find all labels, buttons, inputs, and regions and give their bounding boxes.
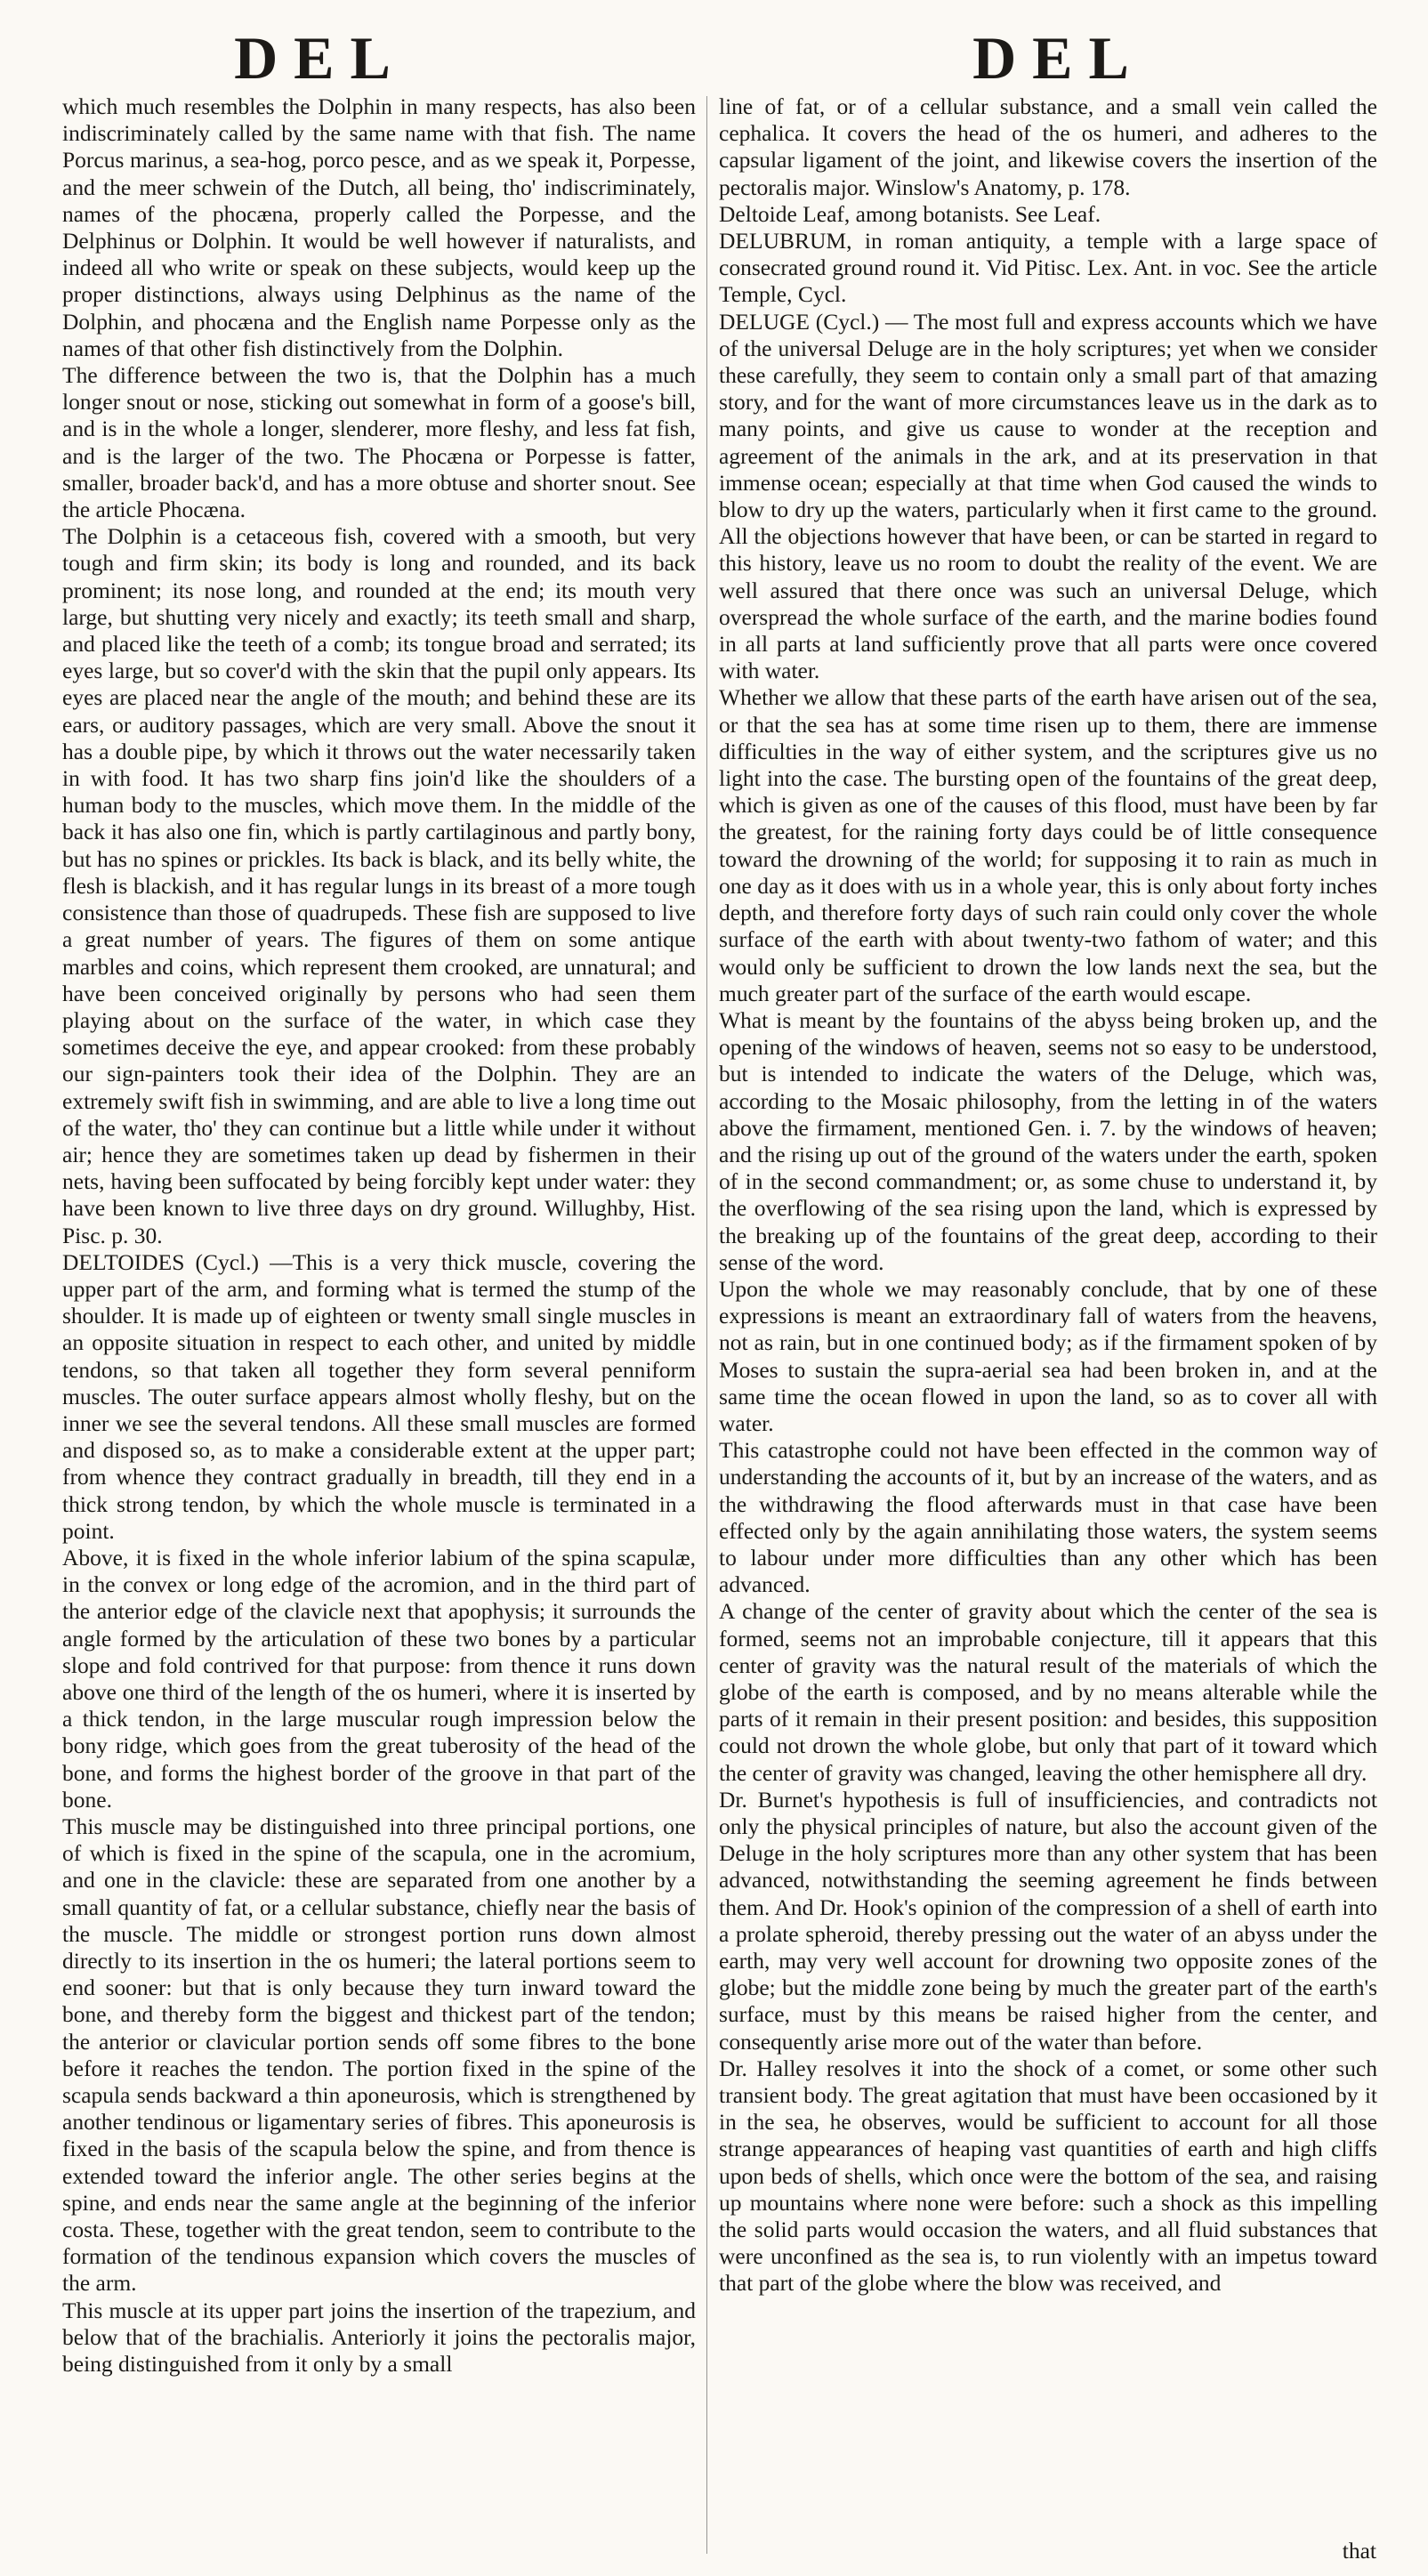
column-divider bbox=[706, 96, 707, 2554]
paragraph: Dr. Burnet's hypothesis is full of insufficiencies, and contradicts not only the physical principles of nature, but also the account given of the Deluge in the holy scriptures more than any other system that has been advanced, notwithstanding the seeming agreement he finds between them. And Dr. Hook's opinion of the compression of a shell of earth into a prolate spheroid, thereby pressing out the water of an abyss under the earth, may very well account for drowning two opposite zones of the globe; but the middle zone being by much the greater part of the earth's surface, must by this means be raised higher from the center, and consequently arise more out of the water than before. bbox=[719, 1786, 1377, 2055]
paragraph: The difference between the two is, that the Dolphin has a much longer snout or nose, sticking out somewhat in form of a goose's bill, and is in the whole a longer, slenderer, more fleshy, and less fat fish, and is the larger of the two. The Phocæna or Porpesse is fatter, smaller, broader back'd, and has a more obtuse and shorter snout. See the article Phocæna. bbox=[62, 362, 696, 523]
running-head-right: DEL bbox=[972, 24, 1145, 92]
left-column bbox=[62, 93, 696, 2558]
running-head-left: DEL bbox=[234, 24, 407, 92]
paragraph: which much resembles the Dolphin in many respects, has also been indiscriminately called by the same name with that fish. The name Porcus marinus, a sea-hog, porco pesce, and as we speak it, Porpesse, and the meer schwein of the Dutch, all being, tho' indiscriminately, names of the phocæna, properly called the Porpesse, and the Delphinus or Dolphin. It would be well however if naturalists, and indeed all who write or speak on these subjects, would keep up the proper distinctions, always using Delphinus as the name of the Dolphin, and phocæna and the English name Porpesse only as the names of that other fish distinctively from the Dolphin. bbox=[62, 93, 696, 361]
right-column bbox=[719, 93, 1377, 2558]
paragraph: This muscle at its upper part joins the insertion of the trapezium, and below that of the brachialis. Anteriorly it joins the pectoralis major, being distinguished from it only by a small bbox=[62, 2297, 696, 2378]
paragraph: Dr. Halley resolves it into the shock of a comet, or some other such transient body. The great agitation that must have been occasioned by it in the sea, he observes, would be sufficient to account for all those strange appearances of heaping vast quantities of earth and high cliffs upon beds of shells, which once were the bottom of the sea, and raising up mountains where none were before: such a shock as this impelling the solid parts would occasion the waters, and all fluid substances that were unconfined as the sea is, to run violently with an impetus toward that part of the globe where the blow was received, and bbox=[719, 2055, 1377, 2297]
paragraph: This catastrophe could not have been effected in the common way of understanding the accounts of it, but by an increase of the waters, and as the withdrawing the flood afterwards must in that case have been effected only by the again annihilating those waters, the system seems to labour under more difficulties than any other which has been advanced. bbox=[719, 1437, 1377, 1598]
entry-deltoide-leaf: Deltoide Leaf, among botanists. See Leaf. bbox=[719, 200, 1101, 227]
paragraph: The Dolphin is a cetaceous fish, covered with a smooth, but very tough and firm skin; its body is long and rounded, and its back prominent; its nose long, and rounded at the end; its mouth very large, but shutting very nicely and exactly; its teeth small and sharp, and placed like the teeth of a comb; its tongue broad and serrated; its eyes large, but so cover'd with the skin that the pupil only appears. Its eyes are placed near the angle of the mouth; and behind these are its ears, or auditory passages, which are very small. Above the snout it has a double pipe, by which it throws out the water necessarily taken in with food. It has two sharp fins join'd like the shoulders of a human body to the muscles, which move them. In the middle of the back it has also one fin, which is partly cartilaginous and partly bony, but has no spines or prickles. Its back is black, and its belly white, the flesh is blackish, and it has regular lungs in its breast of a more tough consistence than those of quadrupeds. These fish are supposed to live a great number of years. The figures of them on some antique marbles and coins, which represent them crooked, are unnatural; and have been conceived originally by persons who had seen them playing about on the surface of the water, in which case they sometimes deceive the eye, and appear crooked: from these probably our sign-painters took their idea of the Dolphin. They are an extremely swift fish in swimming, and are able to live a long time out of the water, tho' they can continue but a little while under it without air; hence they are sometimes taken up dead by fishermen in their nets, having been suffocated by being forcibly kept under water: they have been known to live three days on dry ground. Willughby, Hist. Pisc. p. 30. bbox=[62, 523, 696, 1248]
paragraph: line of fat, or of a cellular substance, and a small vein called the cephalica. It covers the head of the os humeri, and adheres to the capsular ligament of the joint, and likewise covers the insertion of the pectoralis major. Winslow's Anatomy, p. 178. bbox=[719, 93, 1377, 200]
paragraph: Upon the whole we may reasonably conclude, that by one of these expressions is meant an extraordinary fall of waters from the heavens, not as rain, but in one continued body; as if the firmament spoken of by Moses to sustain the supra-aerial sea had been broken in, and at the same time the ocean flowed in upon the land, so as to cover all with water. bbox=[719, 1275, 1377, 1436]
paragraph: Whether we allow that these parts of the earth have arisen out of the sea, or that the sea has at some time risen up to them, there are immense difficulties in the way of either system, and the scriptures give us no light into the case. The bursting open of the fountains of the great deep, which is given as one of the causes of this flood, must have been by far the greatest, for the raining forty days could be of little consequence toward the drowning of the world; for supposing it to rain as much in one day as it does with us in a whole year, this is only about forty inches depth, and therefore forty days of such rain could only cover the whole surface of the earth with about twenty-two fathom of water; and this would only be sufficient to drown the low lands next the sea, but the much greater part of the surface of the earth would escape. bbox=[719, 684, 1377, 1006]
paragraph: What is meant by the fountains of the abyss being broken up, and the opening of the windows of heaven, seems not so easy to be understood, but is intended to indicate the waters of the Deluge, which was, according to the Mosaic philosophy, from the letting in of the waters above the firmament, mentioned Gen. i. 7. by the windows of heaven; and the rising up out of the ground of the waters under the earth, spoken of in the second commandment; or, as some chuse to understand it, by the overflowing of the sea rising upon the land, which is expressed by the breaking up of the fountains of the great deep, according to their sense of the word. bbox=[719, 1006, 1377, 1275]
paragraph: This muscle may be distinguished into three principal portions, one of which is fixed in the spine of the scapula, one in the acromium, and one in the clavicle: these are separated from one another by a small quantity of fat, or a cellular substance, chiefly near the basis of the muscle. The middle or strongest portion runs down almost directly to its insertion in the os humeri; the lateral portions seem to end sooner: but that is only because they turn inward toward the bone, and thereby form the biggest and thickest part of the tendon; the anterior or clavicular portion sends off some fibres to the bone before it reaches the tendon. The portion fixed in the spine of the scapula sends backward a thin aponeurosis, which is strengthened by another tendinous or ligamentary series of fibres. This aponeurosis is fixed in the basis of the scapula below the spine, and from thence is extended toward the inferior angle. The other series begins at the spine, and ends near the same angle at the beginning of the inferior costa. These, together with the great tendon, seem to contribute to the formation of the tendinous expansion which covers the muscles of the arm. bbox=[62, 1813, 696, 2297]
paragraph: Above, it is fixed in the whole inferior labium of the spina scapulæ, in the convex or long edge of the acromion, and in the third part of the anterior edge of the clavicle next that apophysis; it surrounds the angle formed by the articulation of these two bones by a particular slope and fold contrived for that purpose: from thence it runs down above one third of the length of the os humeri, where it is inserted by a thick tendon, in the large muscular rough impression below the bony ridge, which goes from the great tuberosity of the head of the bone, and forms the highest border of the groove in that part of the bone. bbox=[62, 1544, 696, 1813]
entry-deluge: DELUGE (Cycl.) — The most full and express accounts which we have of the universal Deluge are in the holy scriptures; yet when we consider these carefully, they seem to contain only a small part of that amazing story, and for the want of more circumstances leave us in the dark as to many points, and give us cause to wonder at the reception and agreement of the animals in the ark, and at its preservation in that immense ocean; especially at that time when God caused the winds to blow to dry up the waters, particularly when it first came to the ground. All the objections however that have been, or can be started in regard to this history, leave us no room to doubt the reality of the event. We are well assured that there once was such an universal Deluge, which overspread the whole surface of the earth, and the marine bodies found in all parts at land sufficiently prove that all parts were once covered with water. bbox=[719, 308, 1377, 684]
paragraph: A change of the center of gravity about which the center of the sea is formed, seems not an improbable conjecture, till it appears that this center of gravity was the natural result of the materials of which the globe of the earth is composed, and by no means alterable while the parts of it remain in their present position: and besides, this supposition could not drown the whole globe, but only that part of it toward which the center of gravity was changed, leaving the other hemisphere all dry. bbox=[719, 1598, 1377, 1786]
entry-delubrum: DELUBRUM, in roman antiquity, a temple with a large space of consecrated ground round it. Vid Pitisc. Lex. Ant. in voc. See the article Temple, Cycl. bbox=[719, 228, 1377, 308]
entry-deltoides: DELTOIDES (Cycl.) —This is a very thick muscle, covering the upper part of the arm, and forming what is termed the stump of the shoulder. It is made up of eighteen or twenty small single muscles in an opposite situation in respect to each other, and united by middle tendons, so that taken all together they form several penniform muscles. The outer surface appears almost wholly fleshy, but on the inner we see the several tendons. All these small muscles are formed and disposed so, as to make a considerable extent at the upper part; from whence they contract gradually in breadth, till they end in a thick strong tendon, by which the whole muscle is terminated in a point. bbox=[62, 1248, 696, 1544]
catchword: that bbox=[1342, 2538, 1376, 2564]
